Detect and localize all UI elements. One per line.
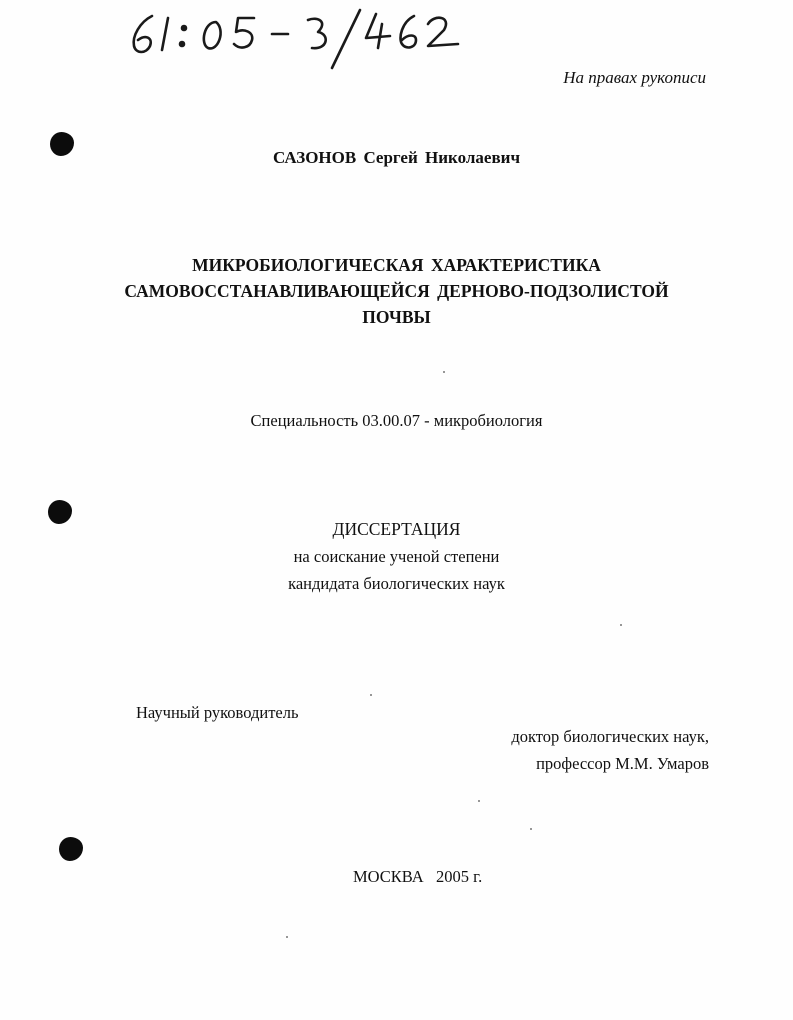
specialty: Специальность 03.00.07 - микробиология <box>250 411 543 430</box>
title-line: САМОВОССТАНАВЛИВАЮЩЕЙСЯ ДЕРНОВО-ПОДЗОЛИСТОЙ <box>124 281 669 301</box>
supervisor-degree: доктор биологических наук, <box>511 727 709 746</box>
degree-purpose-line: на соискание ученой степени <box>293 547 500 566</box>
scan-speck <box>620 624 622 626</box>
dissertation-block <box>0 516 793 597</box>
scan-speck <box>530 828 532 830</box>
author-name: САЗОНОВ Сергей Николаевич <box>272 148 521 167</box>
punch-hole-mark <box>59 837 83 861</box>
degree-name-line: кандидата биологических наук <box>288 574 505 593</box>
city-year: МОСКВА 2005 г. <box>353 867 483 886</box>
title-line: МИКРОБИОЛОГИЧЕСКАЯ ХАРАКТЕРИСТИКА <box>192 255 601 275</box>
supervisor-info <box>511 723 709 777</box>
dissertation-heading: ДИССЕРТАЦИЯ <box>332 519 461 539</box>
handwritten-archive-number <box>122 4 482 74</box>
scan-speck <box>478 800 480 802</box>
scan-speck <box>286 936 288 938</box>
dissertation-title <box>0 252 793 330</box>
supervisor-label: Научный руководитель <box>136 703 299 722</box>
supervisor-name: профессор М.М. Умаров <box>536 754 709 773</box>
title-line: ПОЧВЫ <box>362 307 431 327</box>
scan-speck <box>370 694 372 696</box>
scan-speck <box>443 371 445 373</box>
rights-note: На правах рукописи <box>563 68 706 87</box>
